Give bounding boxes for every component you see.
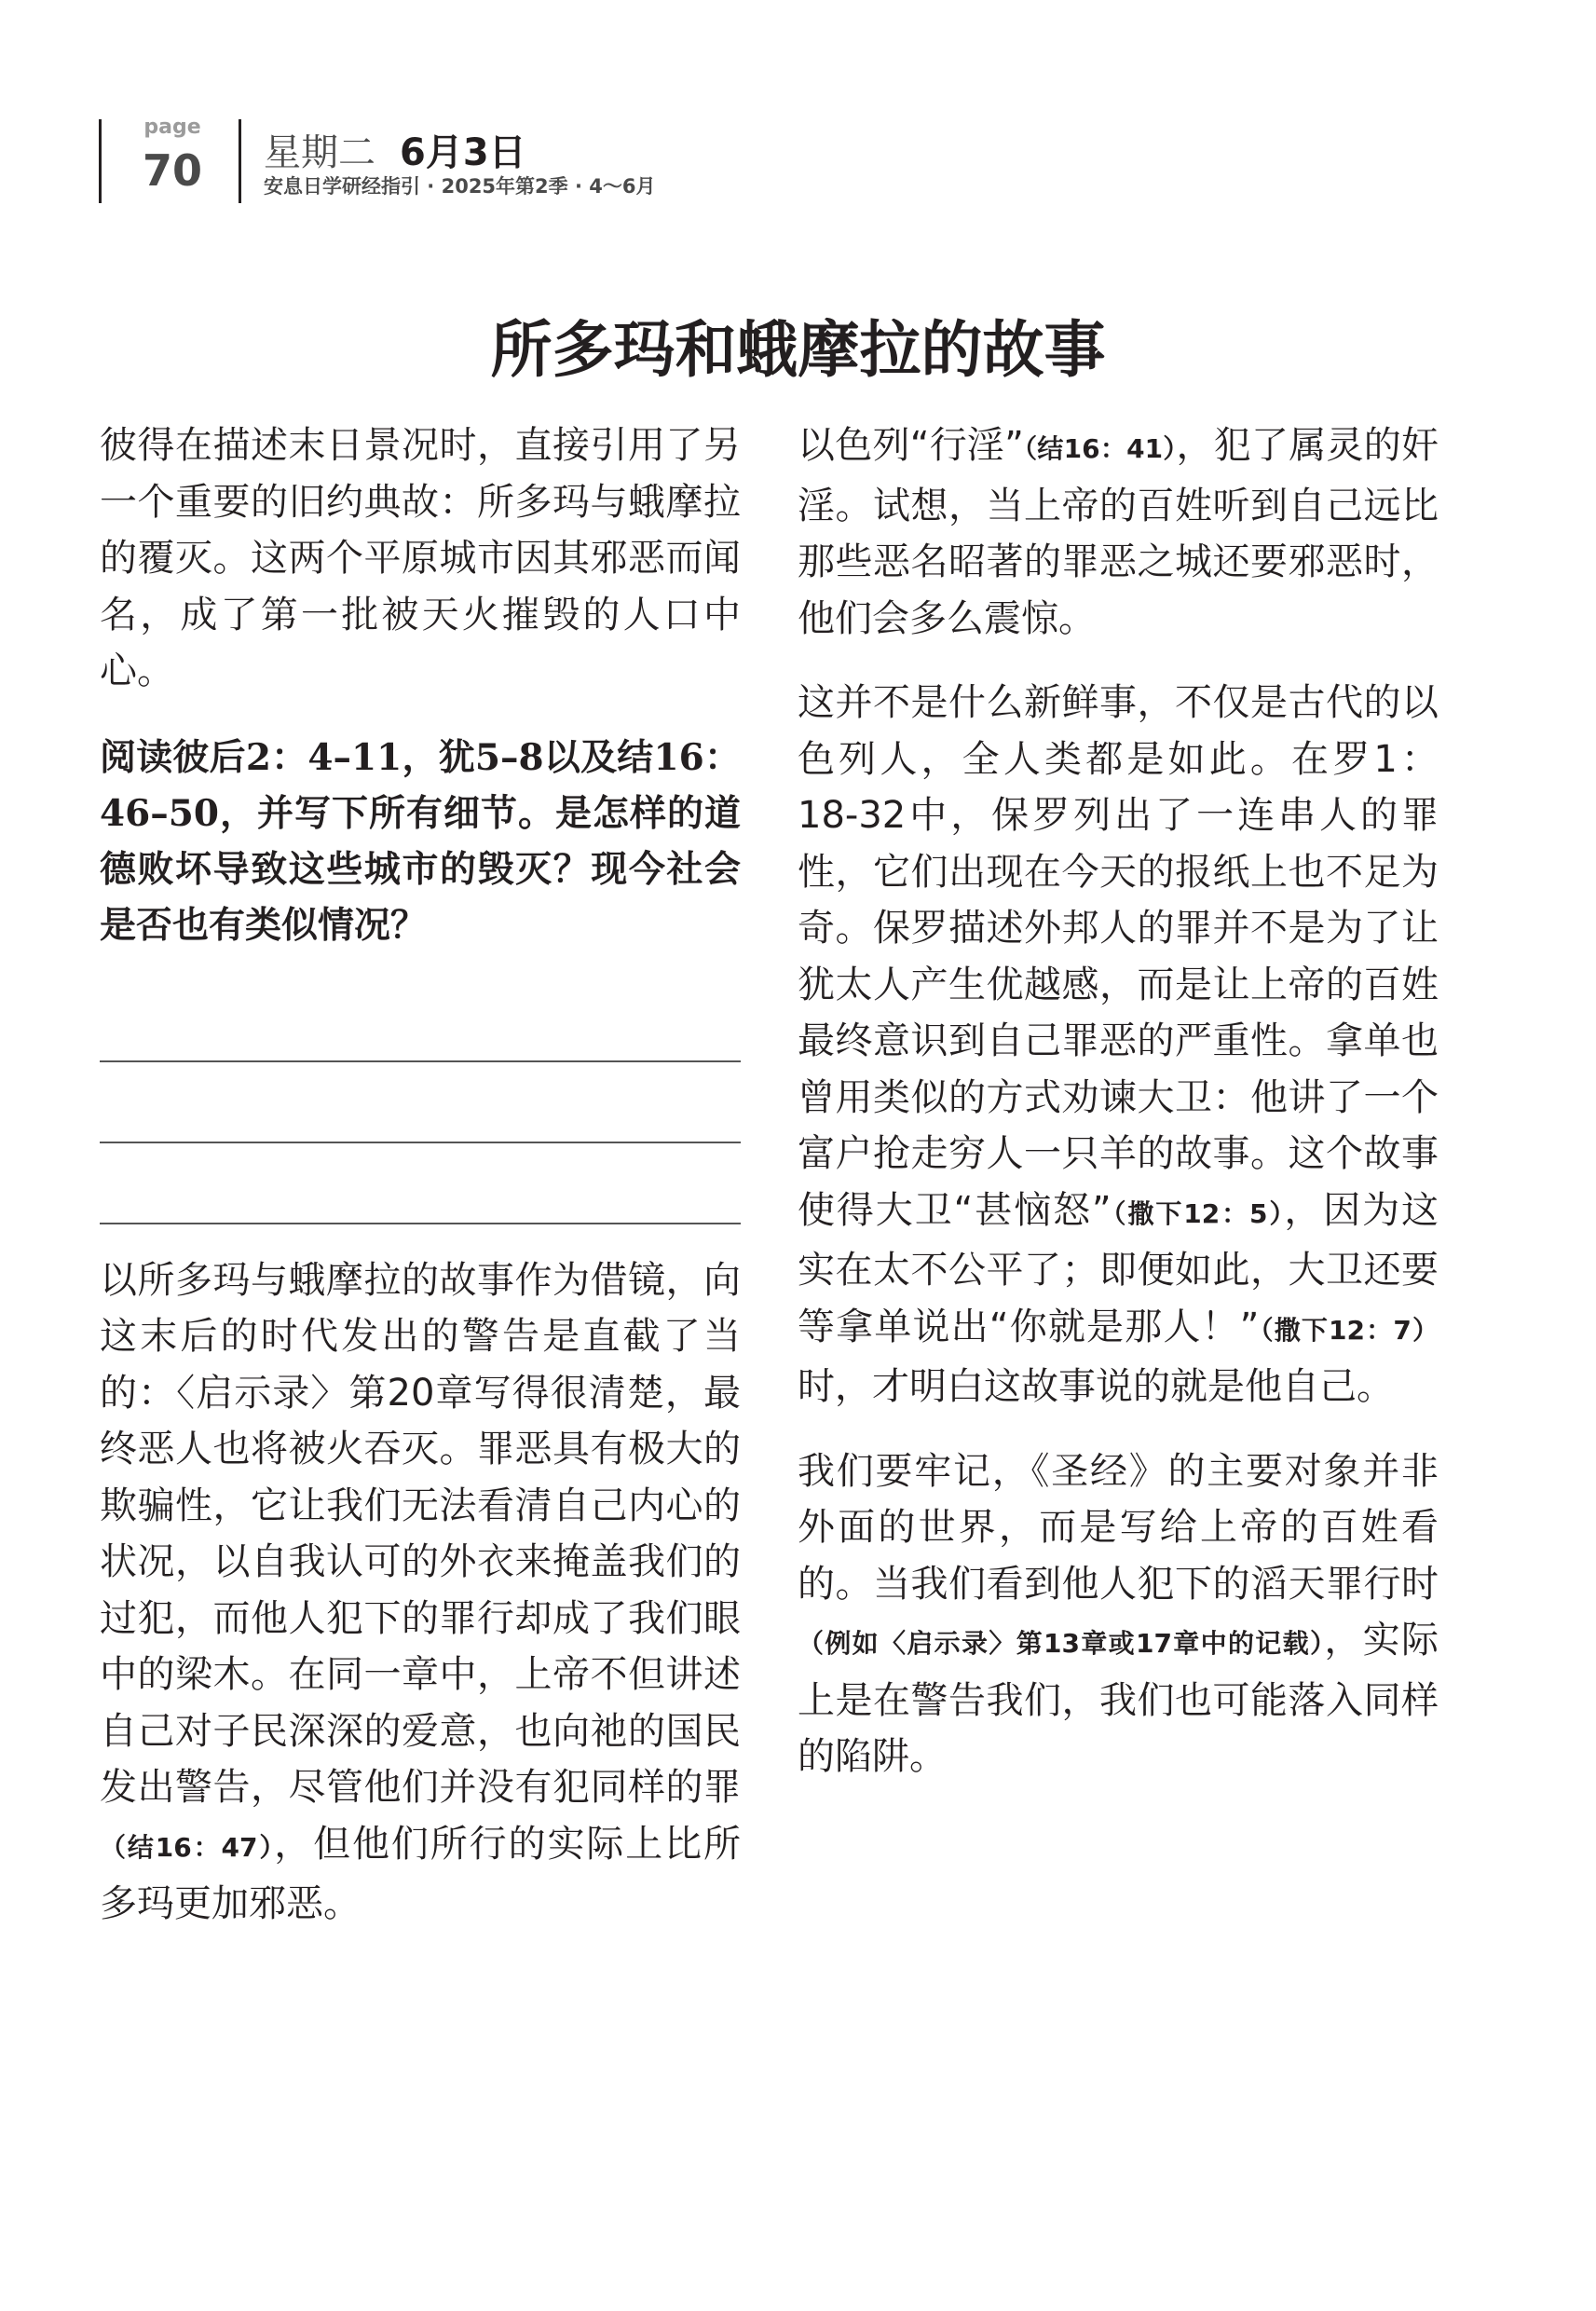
scripture-reference: （撒下12：7） — [1259, 1314, 1439, 1346]
header-divider-right — [239, 119, 241, 203]
left-column — [100, 417, 741, 1933]
answer-line[interactable] — [100, 1062, 741, 1143]
humanity-text-end: 时，才明白这故事说的就是他自己。 — [798, 1365, 1394, 1408]
weekday: 星期二 — [264, 131, 375, 174]
answer-line[interactable] — [100, 1143, 741, 1224]
humanity-text-middle: ，因为这实在太不公平了；即便如此，大卫还要等拿单说出“你就是那人！” — [798, 1188, 1439, 1348]
scripture-reference: （撒下12：5） — [1111, 1197, 1285, 1229]
intro-paragraph: 彼得在描述末日景况时，直接引用了另一个重要的旧约典故：所多玛与蛾摩拉的覆灭。这两个平原城市因其邪恶而闻名，成了第一批被天火摧毁的人口中心。 — [100, 424, 741, 692]
page-title: 所多玛和蛾摩拉的故事 — [490, 313, 1106, 386]
publication-subtitle: 安息日学研经指引 · 2025年第2季 · 4～6月 — [264, 175, 656, 198]
right-column — [798, 417, 1439, 1785]
humanity-text: 这并不是什么新鲜事，不仅是古代的以色列人，全人类都是如此。在罗1：18-32中，保罗列出了一连串人的罪性，它们出现在今天的报纸上也不足为奇。保罗描述外邦人的罪并不是为了让犹太人产生优越感，而是让上帝的百姓最终意识到自己罪恶的严重性。拿单也曾用类似的方式劝谏大卫：他讲了一个富户抢走穷人一只羊的故事。这个故事使得大卫“甚恼怒” — [798, 681, 1439, 1232]
scripture-reference: （结16：41） — [1023, 433, 1177, 464]
header-divider-left — [99, 119, 102, 203]
page-label: page — [143, 116, 201, 139]
lesson-date: 6月3日 — [400, 131, 526, 174]
humanity-paragraph — [798, 675, 1439, 1415]
page-header — [93, 114, 932, 207]
page-number: 70 — [142, 145, 202, 196]
remember-paragraph — [798, 1443, 1439, 1785]
israel-text-end: ，犯了属灵的奸淫。试想，当上帝的百姓听到自己远比那些恶名昭著的罪恶之城还要邪恶时，他们会多么震惊。 — [798, 424, 1439, 640]
scripture-reference: （结16：47） — [100, 1831, 275, 1863]
warning-text-end: ，但他们所行的实际上比所多玛更加邪恶。 — [100, 1822, 741, 1925]
remember-text: 我们要牢记，《圣经》的主要对象并非外面的世界，而是写给上帝的百姓看的。当我们看到他人犯下的滔天罪行时 — [798, 1449, 1439, 1606]
israel-text: 以色列“行淫” — [798, 424, 1024, 467]
israel-paragraph — [798, 417, 1439, 647]
answer-lines[interactable] — [100, 1009, 741, 1224]
lesson-day — [264, 123, 526, 176]
warning-paragraph — [100, 1252, 741, 1933]
scripture-reference: （例如〈启示录〉第13章或17章中的记载） — [798, 1628, 1325, 1659]
warning-text: 以所多玛与蛾摩拉的故事作为借镜，向这末后的时代发出的警告是直截了当的：〈启示录〉第20章写得很清楚，最终恶人也将被火吞灭。罪恶具有极大的欺骗性，它让我们无法看清自己内心的状况，以自我认可的外衣来掩盖我们的过犯，而他人犯下的罪行却成了我们眼中的梁木。在同一章中，上帝不但讲述自己对子民深深的爱意，也向祂的国民发出警告，尽管他们并没有犯同样的罪 — [100, 1258, 741, 1809]
remember-text-end: ，实际上是在警告我们，我们也可能落入同样的陷阱。 — [798, 1619, 1439, 1778]
answer-line[interactable] — [100, 1009, 741, 1062]
study-question: 阅读彼后2：4–11，犹5–8以及结16：46–50，并写下所有细节。是怎样的道德败坏导致这些城市的毁灭？现今社会是否也有类似情况？ — [100, 735, 741, 947]
